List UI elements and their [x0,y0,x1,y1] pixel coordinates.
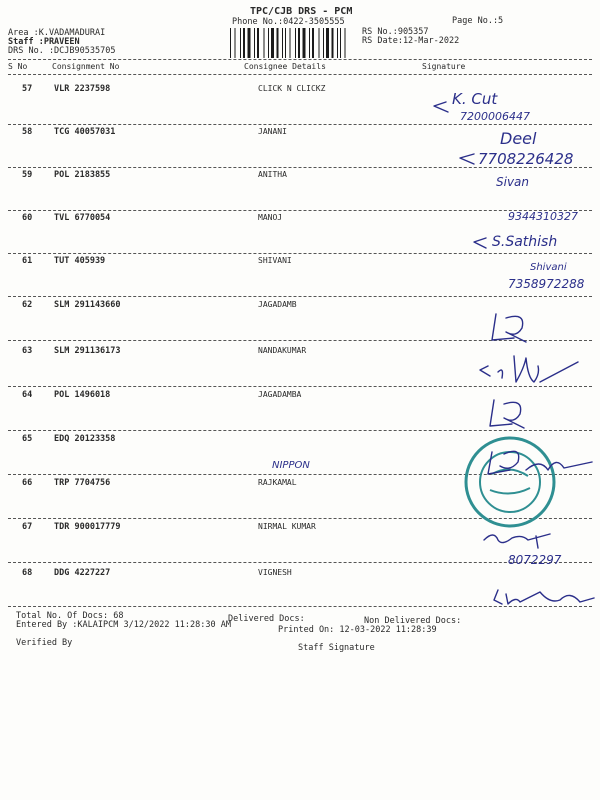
row-consignee: NIRMAL KUMAR [258,522,316,531]
non-delivered-docs: Non Delivered Docs: [364,616,462,626]
row-sno: 60 [22,213,33,223]
signature-57 [430,86,590,122]
row-consignment: SLM 291143660 [54,300,121,310]
signature-62 [486,310,546,346]
signature-58-number: 7708226428 [478,150,574,168]
signature-65 [470,440,600,490]
row-sno: 63 [22,346,33,356]
row-consignment: TDR 900017779 [54,522,121,532]
note-66-text: NIPPON [272,460,310,471]
signature-57-number: 7200006447 [460,110,530,123]
row-consignment: TCG 40057031 [54,127,116,137]
note-66 [270,454,340,474]
entered-by: Entered By :KALAIPCM 3/12/2022 11:28:30 AM [16,620,231,630]
signature-63 [478,348,588,390]
signature-60-number: 9344310327 [508,210,578,223]
delivered-docs: Delivered Docs: [228,614,305,624]
sheet-title: TPC/CJB DRS - PCM [250,6,353,17]
row-consignment: EDQ 20123358 [54,434,116,444]
signature-61-number: 7358972288 [508,277,585,291]
staff-label: Staff :PRAVEEN [8,37,80,47]
col-signature: Signature [422,62,466,71]
signature-64 [484,396,544,432]
row-consignment: SLM 291136173 [54,346,121,356]
signature-59-name: Sivan [496,175,530,189]
signature-67-number: 8072297 [508,553,562,567]
divider [8,606,592,607]
row-consignment: TVL 6770054 [54,213,111,223]
row-consignee: VIGNESH [258,568,292,577]
row-consignee: ANITHA [258,170,287,179]
row-consignment: POL 1496018 [54,390,111,400]
signature-67 [478,526,598,570]
signature-60-name: S.Sathish [492,234,558,250]
row-consignee: MANOJ [258,213,283,222]
row-sno: 66 [22,478,33,488]
col-consignment: Consignment No [52,62,120,71]
row-sno: 68 [22,568,33,578]
row-sno: 62 [22,300,33,310]
row-consignment: DDG 4227227 [54,568,111,578]
row-sno: 61 [22,256,33,266]
row-consignee: JAGADAMB [258,300,297,309]
row-sno: 65 [22,434,33,444]
area-label: Area :K.VADAMADURAI [8,28,106,38]
row-consignee: JANANI [258,127,287,136]
signature-58 [450,124,600,196]
row-sno: 57 [22,84,33,94]
barcode [230,28,352,58]
row-consignee: CLICK N CLICKZ [258,84,326,93]
divider [8,59,592,60]
signature-61 [500,258,600,292]
drs-number: DRS No. :DCJB90535705 [8,46,116,56]
staff-signature: Staff Signature [298,643,375,653]
rs-date: RS Date:12-Mar-2022 [362,36,460,46]
verified-by: Verified By [16,638,73,648]
signature-57-name: K. Cut [452,90,498,108]
row-consignee: JAGADAMBA [258,390,302,399]
col-consignee: Consignee Details [244,62,326,71]
printed-on: Printed On: 12-03-2022 11:28:39 [278,625,437,635]
rs-number: RS No.:905357 [362,27,429,37]
row-consignment: TUT 405939 [54,256,106,266]
row-divider [8,296,592,297]
page-number: Page No.:5 [452,16,504,26]
signature-61-name: Shivani [530,262,567,273]
row-consignment: POL 2183855 [54,170,111,180]
row-sno: 59 [22,170,33,180]
divider [8,74,592,75]
row-consignment: TRP 7704756 [54,478,111,488]
row-consignee: SHIVANI [258,256,292,265]
row-consignee: NANDAKUMAR [258,346,307,355]
total-docs: Total No. Of Docs: 68 [16,611,124,621]
signature-58-word: Deel [500,129,537,148]
row-sno: 64 [22,390,33,400]
row-sno: 58 [22,127,33,137]
row-sno: 67 [22,522,33,532]
signature-60 [466,208,596,254]
row-consignee: RAJKAMAL [258,478,297,487]
col-sno: S No [8,62,28,71]
phone-number: Phone No.:0422-3505555 [232,17,345,27]
row-consignment: VLR 2237598 [54,84,111,94]
